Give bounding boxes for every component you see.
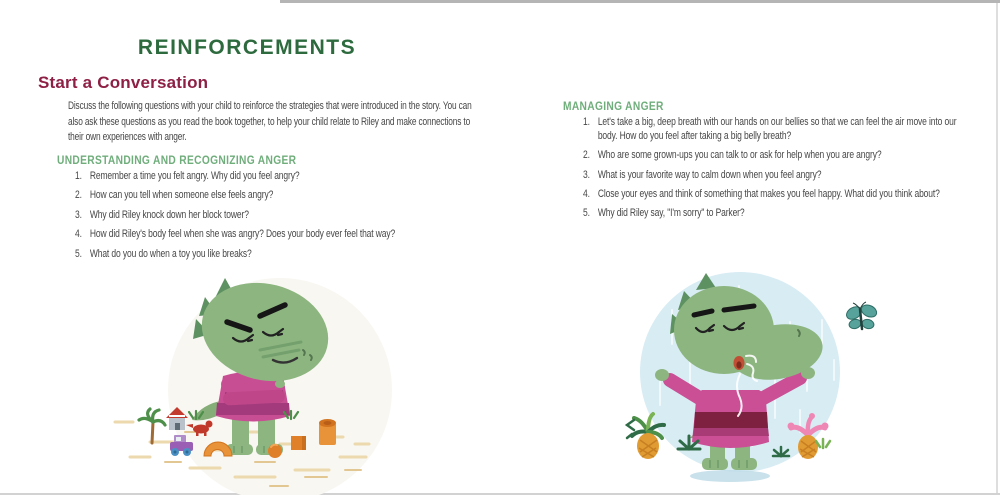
question-list-left bbox=[75, 170, 469, 267]
question-number: 5. bbox=[75, 247, 82, 260]
question-text: Why did Riley say, "I'm sorry" to Parker? bbox=[597, 207, 745, 220]
toy-block-cylinder bbox=[319, 419, 336, 445]
ground-shadow bbox=[690, 470, 770, 482]
page-edge-right bbox=[996, 3, 998, 493]
question-number: 3. bbox=[75, 208, 82, 221]
section-heading: Start a Conversation bbox=[38, 73, 209, 92]
question-item bbox=[583, 169, 977, 183]
question-item bbox=[583, 188, 977, 202]
toy-block-cube bbox=[291, 436, 306, 450]
question-number: 2. bbox=[75, 189, 82, 202]
toy-ball bbox=[268, 444, 282, 458]
question-item bbox=[75, 209, 469, 223]
question-number: 1. bbox=[583, 116, 590, 128]
question-list-right bbox=[583, 116, 977, 227]
question-number: 1. bbox=[75, 170, 82, 182]
question-item bbox=[583, 207, 977, 221]
question-number: 3. bbox=[583, 168, 590, 181]
question-item bbox=[75, 228, 469, 242]
question-text: Remember a time you felt angry. Why did you feel angry? bbox=[89, 170, 300, 182]
toy-palm-tree bbox=[139, 409, 165, 443]
question-number: 5. bbox=[583, 207, 590, 220]
intro-paragraph: Discuss the following questions with your child to reinforce the strategies that were introduced in the story. You can also ask these questions as you read the book together, to help your child relate to Riley and make connections to their own experiences with anger. bbox=[68, 100, 472, 144]
question-item bbox=[75, 248, 469, 262]
question-text: How can you tell when someone else feels angry? bbox=[89, 189, 274, 202]
question-item bbox=[583, 149, 977, 163]
angry-riley-illustration bbox=[95, 272, 455, 495]
plant-sprig-right bbox=[816, 439, 830, 448]
question-text: How did Riley's body feel when she was angry? Does your body ever feel that way? bbox=[89, 228, 396, 241]
butterfly-icon bbox=[844, 302, 878, 330]
question-number: 4. bbox=[583, 187, 590, 200]
question-item bbox=[583, 116, 977, 144]
question-text: Let's take a big, deep breath with our hands on our bellies so that we can feel the air move into our body. How do you feel after taking a big belly breath? bbox=[597, 116, 957, 142]
question-number: 4. bbox=[75, 228, 82, 241]
question-text: Who are some grown-ups you can talk to or ask for help when you are angry? bbox=[597, 149, 882, 162]
question-text: What is your favorite way to calm down when you feel angry? bbox=[597, 168, 822, 181]
dino-crossed-arms bbox=[221, 377, 286, 406]
question-item bbox=[75, 170, 469, 184]
section-label-understanding-anger: UNDERSTANDING AND RECOGNIZING ANGER bbox=[57, 153, 297, 167]
question-text: Why did Riley knock down her block tower? bbox=[89, 208, 249, 221]
question-item bbox=[75, 189, 469, 203]
page-title: REINFORCEMENTS bbox=[137, 36, 357, 59]
question-text: What do you do when a toy you like breaks? bbox=[89, 247, 252, 260]
calm-riley-illustration bbox=[612, 260, 902, 495]
question-text: Close your eyes and think of something that makes you feel happy. What did you think about? bbox=[597, 187, 940, 200]
page-edge-top bbox=[280, 0, 1000, 3]
question-number: 2. bbox=[583, 149, 590, 162]
section-label-managing-anger: MANAGING ANGER bbox=[563, 99, 664, 113]
